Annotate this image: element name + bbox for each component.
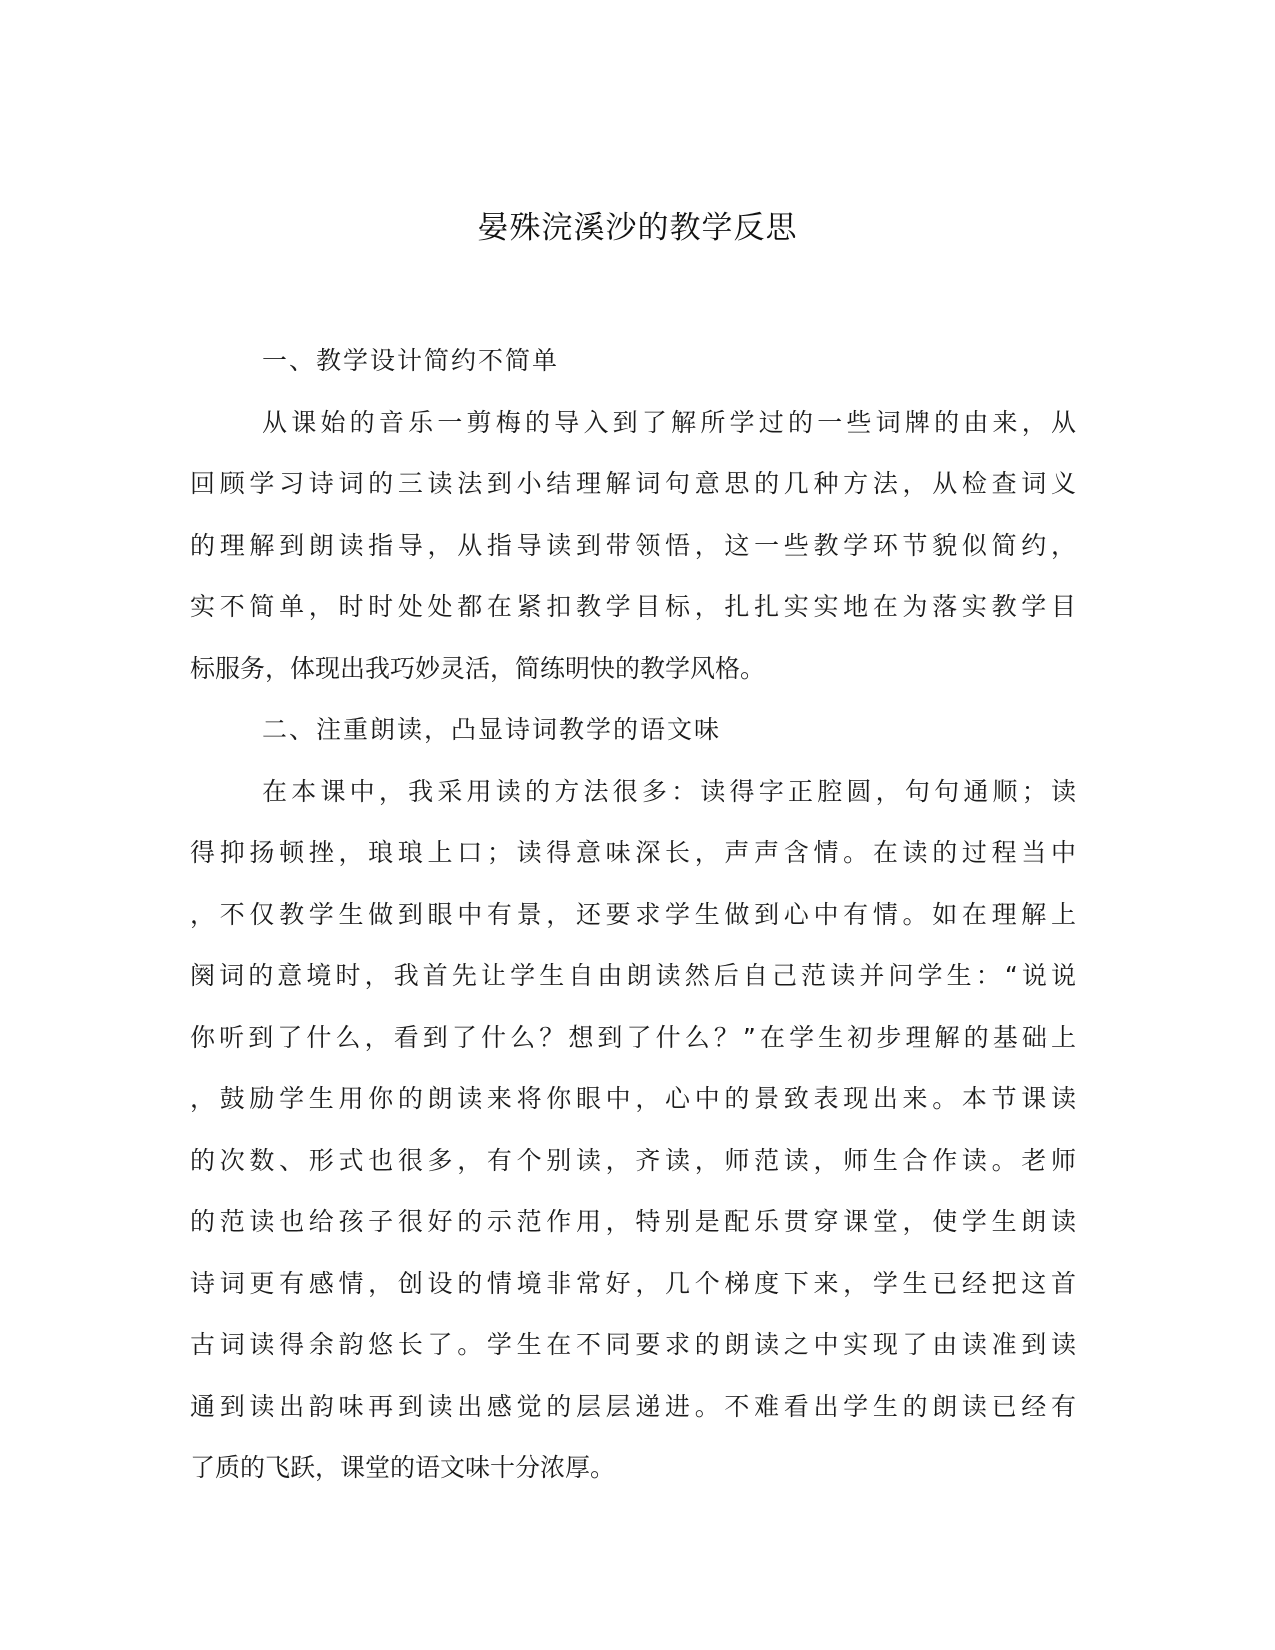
paragraph-line: 的范读也给孩子很好的示范作用，特别是配乐贯穿课堂，使学生朗读: [190, 1207, 1076, 1236]
paragraph-line: ，鼓励学生用你的朗读来将你眼中，心中的景致表现出来。本节课读: [190, 1084, 1076, 1113]
paragraph-line: 的理解到朗读指导，从指导读到带领悟，这一些教学环节貌似简约，: [190, 530, 1076, 560]
paragraph-line: 阕词的意境时，我首先让学生自由朗读然后自己范读并问学生：“说说: [190, 961, 1076, 990]
document-body: [190, 330, 1076, 1499]
paragraph-line: 了质的飞跃，课堂的语文味十分浓厚。: [190, 1453, 616, 1482]
paragraph-line: 通到读出韵味再到读出感觉的层层递进。不难看出学生的朗读已经有: [190, 1391, 1076, 1421]
paragraph-line: 得抑扬顿挫，琅琅上口；读得意味深长，声声含情。在读的过程当中: [190, 838, 1076, 867]
paragraph-line: ，不仅教学生做到眼中有景，还要求学生做到心中有情。如在理解上: [190, 899, 1076, 929]
paragraph-line: 的次数、形式也很多，有个别读，齐读，师范读，师生合作读。老师: [190, 1145, 1076, 1175]
paragraph-line: 古词读得余韵悠长了。学生在不同要求的朗读之中实现了由读准到读: [190, 1330, 1076, 1359]
paragraph-line: 标服务，体现出我巧妙灵活，简练明快的教学风格。: [190, 653, 766, 683]
paragraph-line: 你听到了什么，看到了什么？想到了什么？”在学生初步理解的基础上: [190, 1022, 1076, 1052]
document-title: 晏殊浣溪沙的教学反思: [477, 210, 798, 246]
paragraph-line: 从课始的音乐一剪梅的导入到了解所学过的一些词牌的由来，从: [262, 407, 1076, 437]
paragraph-line: 诗词更有感情，创设的情境非常好，几个梯度下来，学生已经把这首: [190, 1268, 1076, 1298]
paragraph-line: 实不简单，时时处处都在紧扣教学目标，扎扎实实地在为落实教学目: [190, 592, 1076, 621]
paragraph-line: 在本课中，我采用读的方法很多：读得字正腔圆，句句通顺；读: [262, 776, 1076, 806]
section-heading-1: 一、教学设计简约不简单: [262, 346, 560, 375]
paragraph-line: 回顾学习诗词的三读法到小结理解词句意思的几种方法，从检查词义: [190, 469, 1076, 498]
section-heading-2: 二、注重朗读，凸显诗词教学的语文味: [262, 715, 722, 744]
